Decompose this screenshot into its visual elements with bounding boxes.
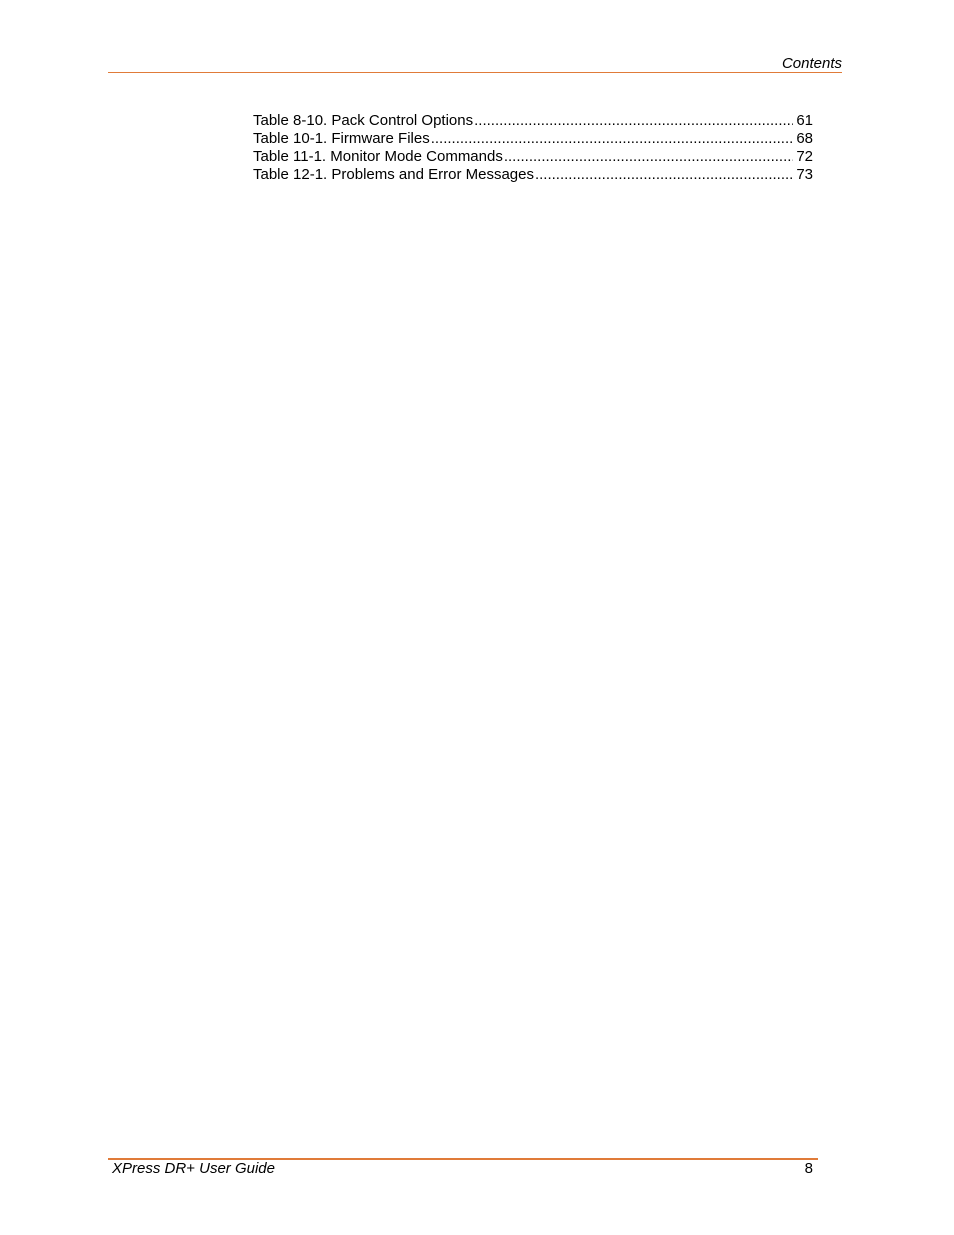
- toc-entry-page: 72: [796, 148, 813, 165]
- toc-entry[interactable]: [253, 148, 813, 166]
- toc-entry-label: Table 11-1. Monitor Mode Commands: [253, 148, 503, 165]
- toc-entry-page: 73: [796, 166, 813, 183]
- toc-entry-label: Table 12-1. Problems and Error Messages: [253, 166, 534, 183]
- toc-entry-label: Table 8-10. Pack Control Options: [253, 112, 474, 129]
- toc-entry-label: Table 10-1. Firmware Files: [253, 130, 430, 147]
- toc-dot-leader: [474, 112, 793, 130]
- running-header-title: Contents: [781, 55, 842, 72]
- toc-entry[interactable]: [253, 130, 813, 148]
- toc-dot-leader: [504, 148, 793, 166]
- toc-entry-page: 61: [796, 112, 813, 129]
- toc-dot-leader: [431, 130, 794, 148]
- footer-page-number: 8: [804, 1160, 813, 1177]
- footer-guide-title: XPress DR+ User Guide: [112, 1160, 275, 1177]
- toc-entry[interactable]: [253, 112, 813, 130]
- toc-entry-page: 68: [796, 130, 813, 147]
- header-rule: [108, 72, 842, 73]
- toc-dot-leader: [535, 166, 793, 184]
- toc-entry[interactable]: [253, 166, 813, 184]
- table-of-contents: [253, 112, 813, 184]
